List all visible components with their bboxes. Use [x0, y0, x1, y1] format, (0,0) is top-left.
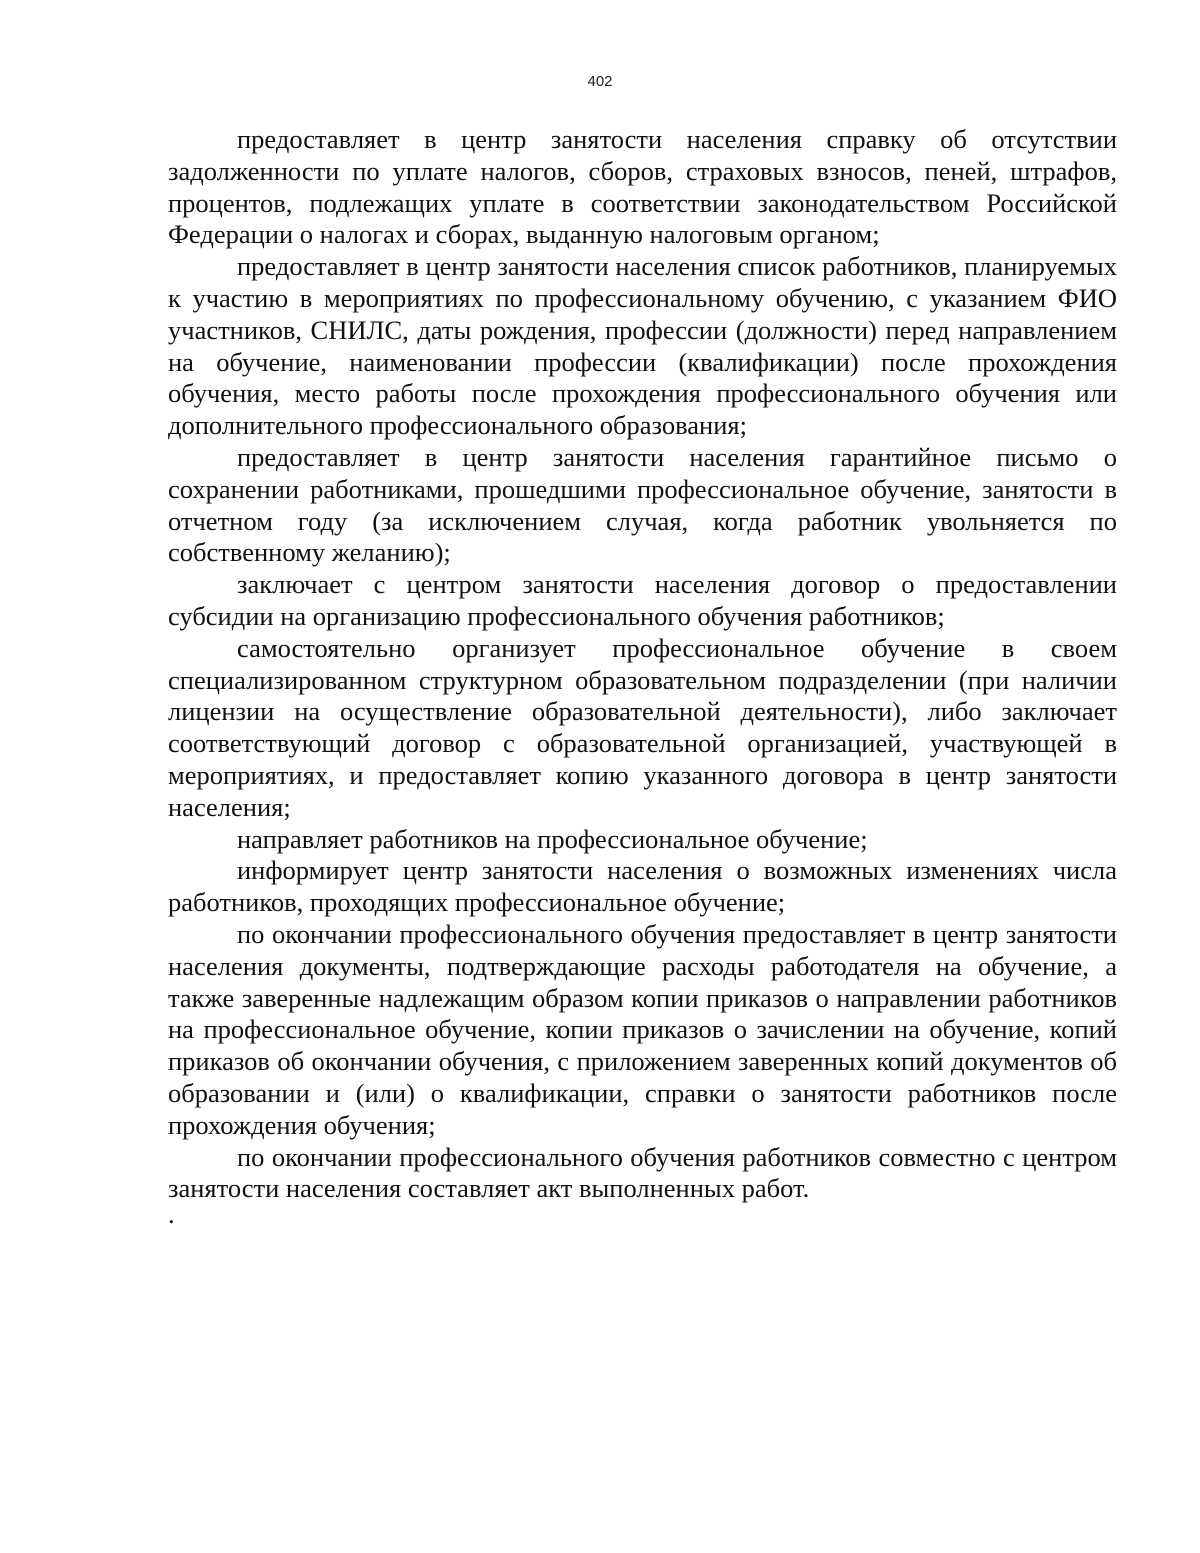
paragraph-informs-changes: информирует центр занятости населения о возможных изменениях числа работников, проходящих профессиональное обучение; [168, 855, 1117, 918]
paragraph-tax-certificate: предоставляет в центр занятости населения справку об отсутствии задолженности по уплате налогов, сборов, страховых взносов, пеней, штрафов, процентов, подлежащих уплате в соответствии законодательством Российской Федерации о налогах и сборах, выданную налоговым органом; [168, 124, 1117, 250]
paragraph-subsidy-agreement: заключает с центром занятости населения договор о предоставлении субсидии на организацию профессионального обучения работников; [168, 569, 1117, 631]
trailing-mark: . [168, 1199, 175, 1229]
paragraph-expense-documents: по окончании профессионального обучения предоставляет в центр занятости населения документы, подтверждающие расходы работодателя на обучение, а также заверенные надлежащим образом копии приказов о направлении работников на профессиональное обучение, копии приказов о зачислении на обучение, копий приказов об окончании обучения, с приложением заверенных копий документов об образовании и (или) о квалификации, справки о занятости работников после прохождения обучения; [168, 918, 1117, 1140]
paragraph-organizes-training: самостоятельно организует профессиональное обучение в своем специализированном структурном образовательном подразделении (при наличии лицензии на осуществление образовательной деятельности), либо заключает соответствующий договор с образовательной организацией, участвующей в мероприятиях, и предоставляет копию указанного договора в центр занятости населения; [168, 632, 1117, 822]
paragraph-completion-act: по окончании профессионального обучения работников совместно с центром занятости населения составляет акт выполненных работ. [168, 1141, 1117, 1204]
page-number: 402 [587, 73, 613, 90]
document-body [168, 124, 1117, 1205]
paragraph-employee-list: предоставляет в центр занятости населения список работников, планируемых к участию в мероприятиях по профессиональному обучению, с указанием ФИО участников, СНИЛС, даты рождения, профессии (должности) перед направлением на обучение, наименовании профессии (квалификации) после прохождения обучения, место работы после прохождения профессионального обучения или дополнительного профессионального образования; [168, 251, 1117, 441]
paragraph-sends-employees: направляет работников на профессиональное обучение; [237, 823, 868, 854]
paragraph-guarantee-letter: предоставляет в центр занятости населения гарантийное письмо о сохранении работниками, прошедшими профессиональное обучение, занятости в отчетном году (за исключением случая, когда работник увольняется по собственному желанию); [168, 441, 1117, 568]
